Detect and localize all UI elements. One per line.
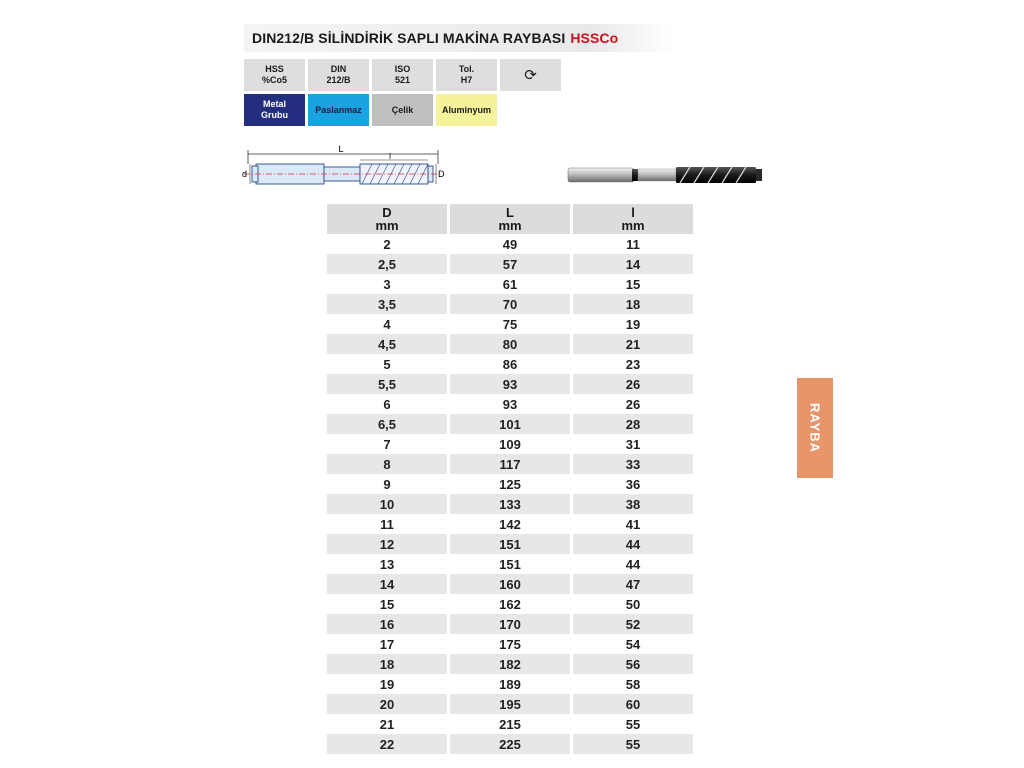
- table-row: [327, 234, 693, 254]
- cell-D: 3,5: [327, 294, 447, 314]
- cell-L: 86: [502, 356, 518, 372]
- cell-l: 52: [573, 614, 693, 634]
- table-row: [327, 514, 693, 534]
- spec-line: 212/B: [326, 75, 351, 85]
- cell-L: 225: [450, 734, 570, 754]
- cell-L: 151: [499, 556, 521, 572]
- cell-L: 49: [502, 236, 518, 252]
- cell-l: 58: [625, 676, 641, 692]
- header-l: [573, 204, 693, 234]
- header-unit: mm: [498, 218, 522, 233]
- cell-l: 21: [573, 334, 693, 354]
- table-row: [327, 274, 693, 294]
- cell-D: 11: [380, 516, 394, 532]
- cell-D: 13: [379, 556, 395, 572]
- table-row: [327, 634, 693, 654]
- material-line: Grubu: [261, 110, 288, 120]
- table-row: [327, 714, 693, 734]
- table-row: [327, 594, 693, 614]
- cell-D: 15: [379, 596, 395, 612]
- cell-L: 189: [499, 676, 521, 692]
- cell-D: 8: [327, 454, 447, 474]
- table-row: [327, 694, 693, 714]
- table-row: [327, 554, 693, 574]
- diagram-label-l: l: [389, 152, 391, 161]
- cell-l: 55: [573, 734, 693, 754]
- cell-D: 20: [327, 694, 447, 714]
- rotation-symbol: ⟳: [524, 66, 537, 84]
- header-symbol: l: [631, 205, 635, 220]
- cell-L: 125: [499, 476, 521, 492]
- table-row: [327, 434, 693, 454]
- table-row: [327, 654, 693, 674]
- cell-L: 93: [450, 374, 570, 394]
- spec-line: HSS: [265, 64, 284, 74]
- cell-D: 6,5: [327, 414, 447, 434]
- table-row: [327, 414, 693, 434]
- table-row: [327, 474, 693, 494]
- cell-D: 21: [379, 716, 395, 732]
- cell-D: 22: [327, 734, 447, 754]
- cell-L: 75: [502, 316, 518, 332]
- spec-line: DIN: [330, 64, 347, 74]
- cell-l: 26: [625, 396, 641, 412]
- cell-L: 195: [450, 694, 570, 714]
- table-row: [327, 254, 693, 274]
- header-unit: mm: [621, 218, 645, 233]
- cell-L: 117: [450, 454, 570, 474]
- side-tab-label: RAYBA: [807, 402, 823, 454]
- cell-l: 23: [625, 356, 641, 372]
- spec-line: 521: [394, 75, 411, 85]
- reamer-photo: [566, 162, 788, 188]
- cell-D: 14: [327, 574, 447, 594]
- cell-D: 4: [383, 316, 391, 332]
- cell-D: 6: [383, 396, 391, 412]
- cell-L: 57: [450, 254, 570, 274]
- material-metal-grubu: [244, 94, 305, 126]
- table-row: [327, 314, 693, 334]
- cell-l: 50: [625, 596, 641, 612]
- diagram-label-L: L: [338, 144, 344, 154]
- cell-L: 70: [450, 294, 570, 314]
- cell-L: 215: [499, 716, 521, 732]
- spec-line: Tol.: [458, 64, 475, 74]
- cell-D: 18: [327, 654, 447, 674]
- cell-l: 15: [625, 276, 641, 292]
- material-line: Paslanmaz: [315, 104, 362, 115]
- table-row: [327, 534, 693, 554]
- cell-l: 44: [625, 556, 641, 572]
- cell-l: 47: [573, 574, 693, 594]
- title-accent: HSSCo: [570, 30, 619, 46]
- cell-L: 170: [450, 614, 570, 634]
- cell-l: 11: [626, 236, 640, 252]
- spec-line: ISO: [394, 64, 411, 74]
- cell-l: 26: [573, 374, 693, 394]
- cell-L: 175: [499, 636, 521, 652]
- cell-D: 9: [383, 476, 391, 492]
- cell-l: 41: [625, 516, 641, 532]
- cell-D: 10: [327, 494, 447, 514]
- material-line: Çelik: [391, 104, 414, 115]
- cell-D: 3: [383, 276, 391, 292]
- spec-box-material: [244, 59, 305, 91]
- cell-L: 160: [450, 574, 570, 594]
- dimension-table: [324, 204, 696, 754]
- table-header-row: [327, 204, 693, 234]
- table-row: [327, 334, 693, 354]
- cell-D: 5,5: [327, 374, 447, 394]
- material-line: Aluminyum: [441, 104, 491, 115]
- cell-l: 36: [625, 476, 641, 492]
- header-symbol: L: [506, 205, 514, 220]
- cell-L: 93: [502, 396, 518, 412]
- header-symbol: D: [382, 205, 392, 220]
- cell-L: 162: [499, 596, 521, 612]
- cell-l: 19: [625, 316, 641, 332]
- table-row: [327, 614, 693, 634]
- cell-D: 2,5: [327, 254, 447, 274]
- cell-L: 80: [450, 334, 570, 354]
- cell-L: 151: [450, 534, 570, 554]
- spec-box-din: [308, 59, 369, 91]
- cell-l: 55: [625, 716, 641, 732]
- rotation-icon: [500, 59, 561, 91]
- cell-l: 28: [573, 414, 693, 434]
- table-row: [327, 574, 693, 594]
- spec-box-tolerance: [436, 59, 497, 91]
- cell-D: 17: [379, 636, 395, 652]
- table-row: [327, 674, 693, 694]
- diagram-label-d: d: [242, 169, 248, 179]
- cell-L: 182: [450, 654, 570, 674]
- cell-L: 61: [502, 276, 518, 292]
- material-row: [244, 94, 497, 126]
- cell-D: 2: [383, 236, 391, 252]
- material-paslanmaz: [308, 94, 369, 126]
- cell-D: 7: [383, 436, 391, 452]
- cell-l: 56: [573, 654, 693, 674]
- diagram-label-D: D: [438, 169, 445, 179]
- table-row: [327, 394, 693, 414]
- cell-l: 60: [573, 694, 693, 714]
- material-line: Metal: [262, 99, 286, 109]
- reamer-diagram: [238, 142, 448, 198]
- header-L: [450, 204, 570, 234]
- cell-D: 4,5: [327, 334, 447, 354]
- spec-line: %Co5: [261, 75, 287, 85]
- table-row: [327, 494, 693, 514]
- cell-L: 133: [450, 494, 570, 514]
- cell-D: 16: [327, 614, 447, 634]
- table-row: [327, 294, 693, 314]
- cell-L: 142: [499, 516, 521, 532]
- table-row: [327, 734, 693, 754]
- spec-box-iso: [372, 59, 433, 91]
- cell-l: 18: [573, 294, 693, 314]
- table-row: [327, 354, 693, 374]
- header-unit: mm: [375, 218, 399, 233]
- table-row: [327, 454, 693, 474]
- cell-l: 33: [573, 454, 693, 474]
- title-main: DIN212/B SİLİNDİRİK SAPLI MAKİNA RAYBASI: [252, 30, 566, 46]
- cell-l: 14: [573, 254, 693, 274]
- cell-l: 44: [573, 534, 693, 554]
- header-D: [327, 204, 447, 234]
- cell-D: 12: [327, 534, 447, 554]
- cell-l: 54: [625, 636, 641, 652]
- material-aluminyum: [436, 94, 497, 126]
- cell-L: 109: [499, 436, 521, 452]
- table-row: [327, 374, 693, 394]
- cell-l: 31: [625, 436, 641, 452]
- side-tab-rayba[interactable]: [797, 378, 833, 478]
- material-celik: [372, 94, 433, 126]
- cell-l: 38: [573, 494, 693, 514]
- spec-row: [244, 59, 561, 91]
- spec-line: H7: [460, 75, 473, 85]
- cell-D: 19: [379, 676, 395, 692]
- cell-L: 101: [450, 414, 570, 434]
- page-title: [244, 24, 676, 52]
- cell-D: 5: [383, 356, 391, 372]
